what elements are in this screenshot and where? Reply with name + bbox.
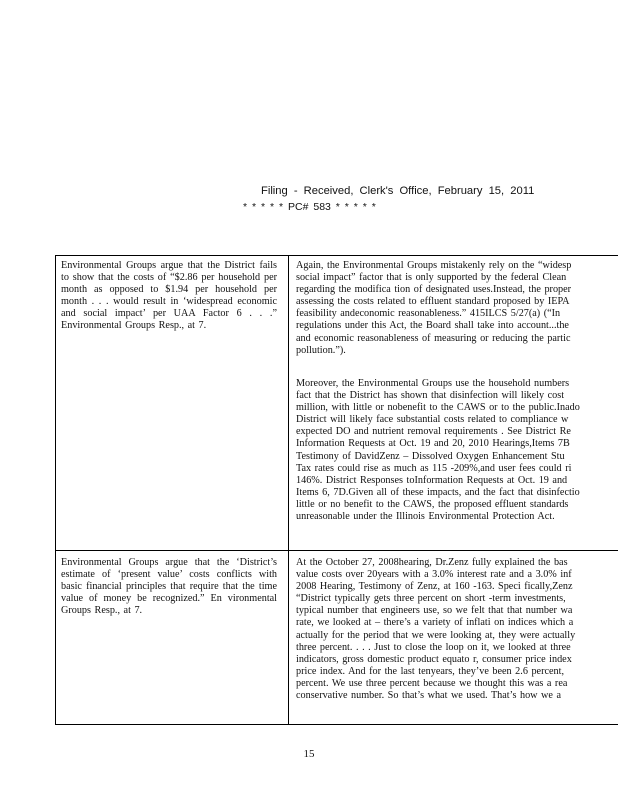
row-2-argument: Environmental Groups argue that the ‘District’s estimate of ‘present value’ costs conflicts with basic financial principles that require that the time value of money be recognized.” En vironmental Groups Resp., at 7. (61, 557, 277, 617)
row-2-response (296, 557, 618, 702)
text-line: 2008 Hearing, Testimony of Zenz, at 160 -163. Speci fically,Zenz (296, 581, 573, 593)
text-line: “District typically gets three percent on short -term investments, (296, 593, 566, 605)
text-line: At the October 27, 2008hearing, Dr.Zenz fully explained the bas (296, 557, 568, 568)
text-line: million, with little or nobenefit to the CAWS or to the public.Inado (296, 402, 580, 414)
text-line: little or no benefit to the CAWS, the proposed effluent standards (296, 498, 569, 510)
text-line: value costs over 20years with a 3.0% interest rate and a 3.0% inf (296, 569, 572, 581)
text-line: Tax rates could rise as much as 115 -209%,and user fees could ri (296, 462, 572, 474)
text-line: Information Requests at Oct. 19 and 20, 2010 Hearings,Items 7B (296, 438, 570, 450)
text-line: feasibility andeconomic reasonableness.” 415ILCS 5/27(a) (“In (296, 308, 561, 320)
text-line: conservative number. So that’s what we used. That’s how we a (296, 690, 562, 702)
text-line: District will likely face substantial costs related to compliance w (296, 414, 569, 426)
page-number: 15 (303, 748, 315, 760)
text-line: Testimony of DavidZenz – Dissolved Oxygen Enhancement Stu (296, 450, 565, 462)
text-line: percent. We use three percent because we thought this was a rea (296, 677, 568, 689)
row-1-response-paragraph-1 (296, 260, 618, 357)
argument-table (55, 255, 618, 725)
row-1-response-paragraph-2 (296, 378, 618, 523)
text-line: assessing the costs related to effluent standard proposed by IEPA (296, 296, 570, 308)
text-line: Moreover, the Environmental Groups use the household numbers (296, 378, 570, 389)
text-line: Again, the Environmental Groups mistakenly rely on the “widesp (296, 260, 572, 271)
text-line: expected DO and nutrient removal requirements . See District Re (296, 426, 571, 438)
row-1-argument: Environmental Groups argue that the District fails to show that the costs of “$2.86 per household per month as opposed to $1.94 per household per month . . . would result in ‘widespread economic and social impact’ per UAA Factor 6 . . .” Environmental Groups Resp., at 7. (61, 260, 277, 332)
text-line: unreasonable under the Illinois Environmental Protection Act. (296, 511, 555, 523)
text-line: and economic reasonableness of measuring or reducing the partic (296, 332, 571, 344)
text-line: regarding the modifica tion of designated uses.Instead, the proper (296, 284, 572, 296)
text-line: rate, we looked at – there’s a variety of inflati on indices which a (296, 617, 574, 629)
text-line: indicators, gross domestic product equato r, consumer price index (296, 653, 572, 665)
filing-stamp: Filing - Received, Clerk's Office, February 15, 2011 (261, 185, 535, 197)
text-line: Items 6, 7D.Given all of these impacts, and the fact that disinfectio (296, 486, 580, 498)
pc-number: * * * * * PC# 583 * * * * * (243, 201, 376, 213)
text-line: social impact” factor that is only supported by the federal Clean (296, 272, 567, 284)
text-line: regulations under this Act, the Board shall take into account...the (296, 320, 569, 332)
text-line: 146%. District Responses toInformation Requests at Oct. 19 and (296, 474, 568, 486)
text-line: three percent. . . . Just to close the loop on it, we looked at three (296, 641, 571, 653)
text-line: pollution.”). (296, 344, 346, 356)
column-divider (288, 256, 289, 724)
row-divider (56, 550, 618, 551)
text-line: price index. And for the last tenyears, they’ve been 2.6 percent, (296, 665, 564, 677)
text-line: actually for the period that we were looking at, they were actually (296, 629, 576, 641)
text-line: typical number that engineers use, so we felt that that number wa (296, 605, 573, 617)
text-line: fact that the District has shown that disinfection will likely cost (296, 390, 565, 402)
